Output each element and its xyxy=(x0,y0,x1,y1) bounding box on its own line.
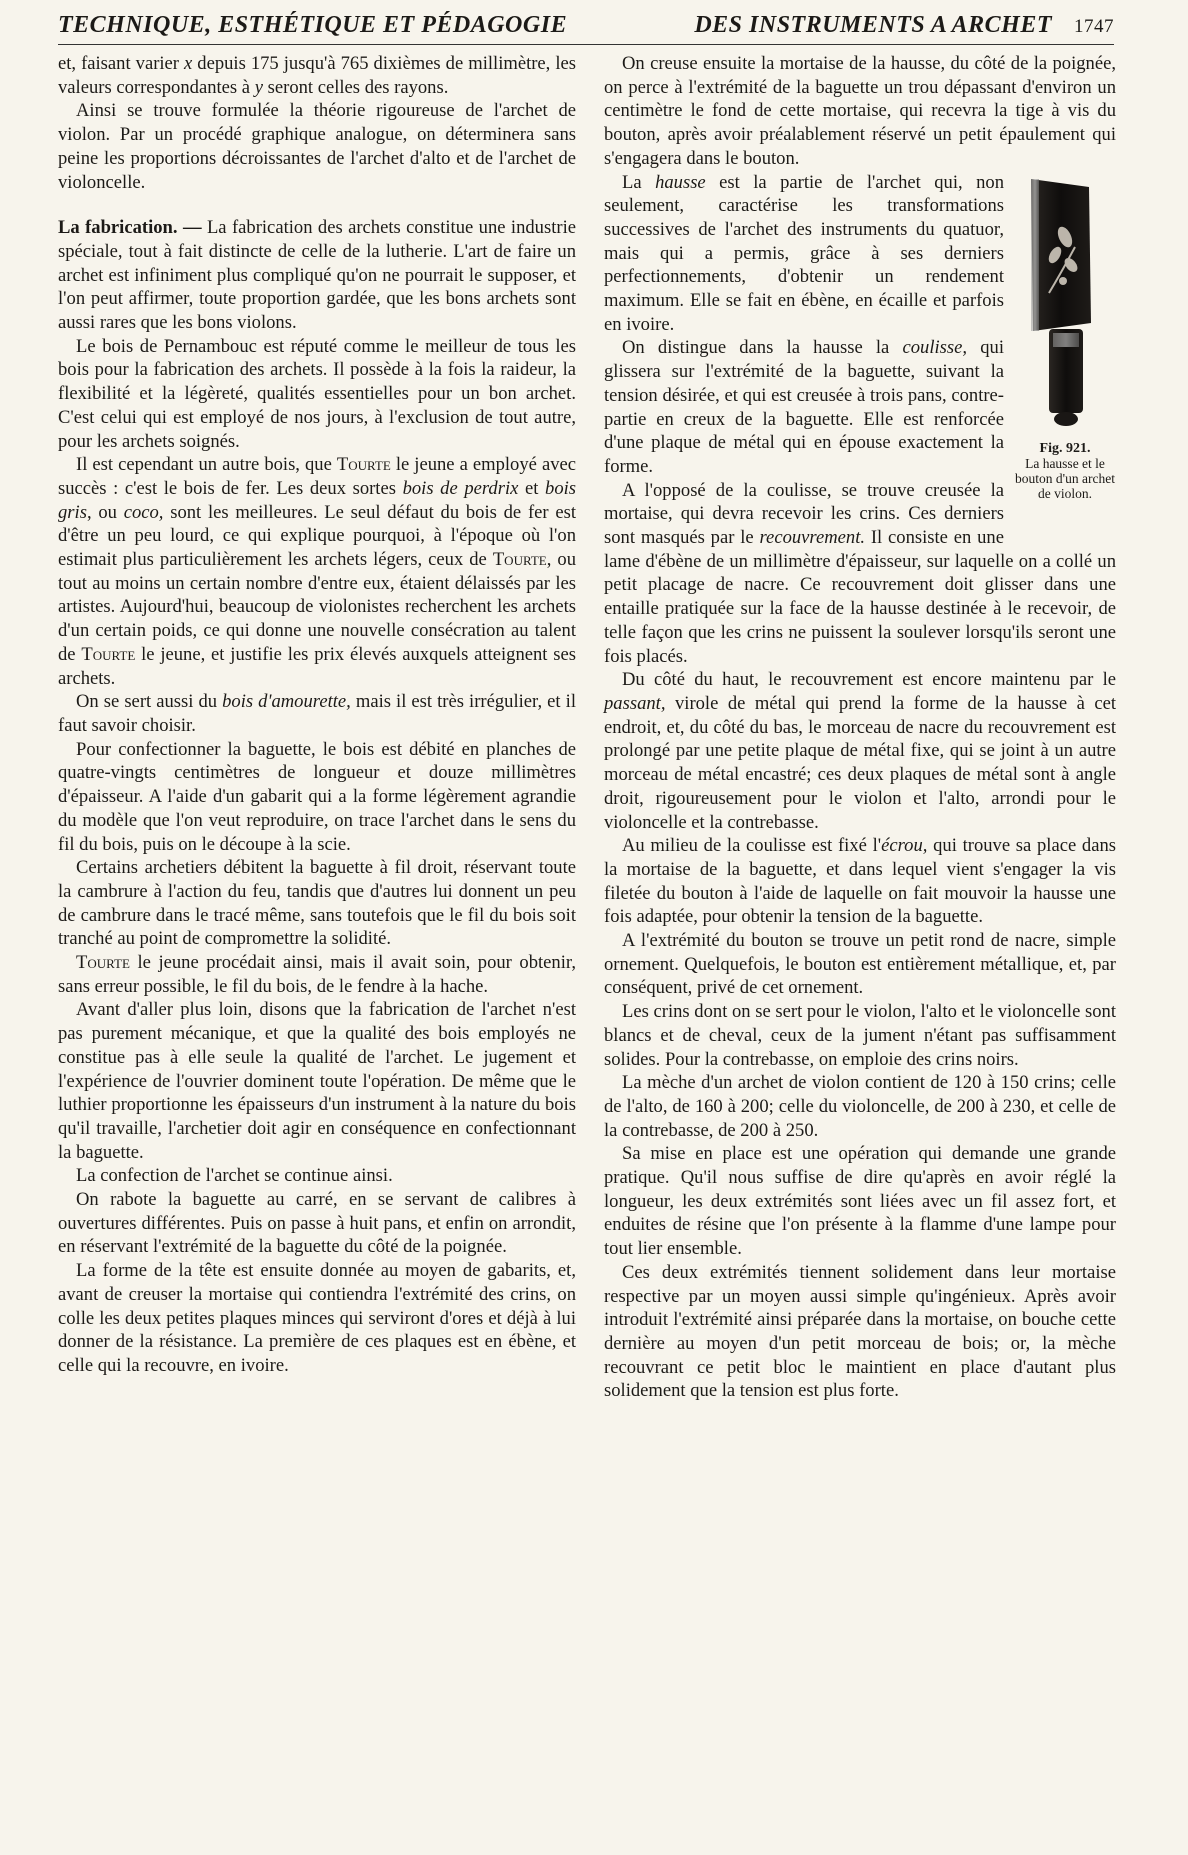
section-heading: La fabrication. — xyxy=(58,217,202,239)
section-paragraph: La fabrication. — La fabrication des archets constitue une industrie spéciale, tout à fait distincte de celle de la lutherie. L'art de faire un archet est infiniment plus compliqué qu'on ne pourrait le supposer, et l'on peut affirmer, toute proportion gardée, que les bons archets sont aussi rares que les bons violons. xyxy=(58,217,576,334)
header-right-title: DES INSTRUMENTS A ARCHET xyxy=(694,12,1052,38)
paragraph: Il est cependant un autre bois, que Tourte le jeune a employé avec succès : c'est le bois de fer. Les deux sortes bois de perdrix et bois gris, ou coco, sont les meilleures. Le seul défaut du bois de fer est d'être un peu lourd, ce qui explique pourquoi, à l'époque où l'on estimait plus particulièrement les archets légers, ceux de Tourte, ou tout au moins un certain nombre d'entre eux, étaient délaissés par les artistes. Aujourd'hui, beaucoup de violonistes recherchent les archets d'un certain poids, ce qui donne une nouvelle consécration au talent de Tourte le jeune, et justifie les prix élevés auxquels atteignent ses archets. xyxy=(58,454,577,689)
paragraph: Les crins dont on se sert pour le violon, l'alto et le violoncelle sont blancs et de cheval, ceux de la jument n'étant pas suffisamment solides. Pour la contrebasse, on emploie des crins noirs. xyxy=(604,1001,1116,1070)
paragraph: Certains archetiers débitent la baguette à fil droit, réservant toute la cambrure à l'action du feu, tandis que d'autres lui donnent un peu de cambrure dans le tracé même, sans toutefois que le fil du bois soit tranché au point de compromettre la solidité. xyxy=(58,857,576,950)
paragraph: La forme de la tête est ensuite donnée au moyen de gabarits, et, avant de creuser la mortaise qui contiendra l'extrémité des crins, on colle les deux petites plaques minces qui serviront d'ores et déjà à lui donner de la résistance. La première de ces plaques est en ébène, et celle qui la recouvre, en ivoire. xyxy=(58,1260,576,1376)
paragraph: Ainsi se trouve formulée la théorie rigoureuse de l'archet de violon. Par un procédé graphique analogue, on déterminera sans peine les proportions décroissantes de l'archet d'alto et de l'archet de violoncelle. xyxy=(58,100,576,193)
paragraph: Tourte le jeune procédait ainsi, mais il avait soin, pour obtenir, sans erreur possible, le fil du bois, de le fendre à la hache. xyxy=(58,952,576,997)
header-rule xyxy=(58,44,1114,45)
paragraph: Au milieu de la coulisse est fixé l'écrou, qui trouve sa place dans la mortaise de la baguette, et dans lequel vient s'engager la vis filetée du bouton à l'aide de laquelle on fait mouvoir la hausse une fois adaptée, pour obtenir la tension de la baguette. xyxy=(604,835,1116,928)
paragraph: La mèche d'un archet de violon contient de 120 à 150 crins; celle de l'alto, de 160 à 200; celle du violoncelle, de 200 à 230, et celle de la contrebasse, de 200 à 250. xyxy=(604,1072,1116,1141)
header-left-title: TECHNIQUE, ESTHÉTIQUE ET PÉDAGOGIE xyxy=(58,12,568,38)
paragraph: La confection de l'archet se continue ainsi. xyxy=(76,1165,393,1187)
running-header xyxy=(58,12,1114,42)
paragraph: et, faisant varier x depuis 175 jusqu'à 765 dixièmes de millimètre, les valeurs correspondantes à y seront celles des rayons. xyxy=(58,53,576,98)
paragraph: Du côté du haut, le recouvrement est encore maintenu par le passant, virole de métal qui prend la forme de la hausse à cet endroit, et, du côté du bas, le morceau de nacre du recouvrement est prolongé par une petite plaque de métal fixe, qui se joint à un autre morceau de métal encastré; ces deux plaques de métal sont à angle droit, rigoureusement pour le violon et l'alto, arrondi pour le violoncelle et la contrebasse. xyxy=(604,669,1116,833)
figure-caption xyxy=(1014,441,1116,501)
paragraph: Avant d'aller plus loin, disons que la fabrication de l'archet n'est pas purement mécanique, et que la qualité des bois employés ne constitue pas à elle seule la qualité de l'archet. Le jugement et l'expérience de l'ouvrier dominent toute l'opération. De même que le luthier proportionne les épaisseurs d'un instrument à la nature du bois qu'il travaille, l'archetier doit agir en conséquence en confectionnant la baguette. xyxy=(58,999,576,1163)
page-number: 1747 xyxy=(1074,16,1114,37)
figure-caption-text: La hausse et le bouton d'un archet de violon. xyxy=(1015,455,1115,501)
right-column xyxy=(604,52,1116,1403)
paragraph: On distingue dans la hausse la coulisse, qui glissera sur l'extrémité de la baguette, suivant la tension désirée, et qui est creusée à trois pans, contre-partie en creux de la baguette. Elle est renforcée d'une plaque de métal qui en épouse exactement la forme. xyxy=(604,337,1004,477)
figure-number: Fig. 921. xyxy=(1039,440,1091,456)
paragraph: Sa mise en place est une opération qui demande une grande pratique. Qu'il nous suffise de dire qu'après en avoir réglé la longueur, les deux extrémités sont liées avec un fil assez fort, et enduites de résine que l'on présente à la flamme d'une lampe pour tout lier ensemble. xyxy=(604,1143,1116,1260)
paragraph: La hausse est la partie de l'archet qui, non seulement, caractérise les transformations successives de l'archet des instruments du quatuor, mais qui a permis, grâce à ses derniers perfectionnements, d'obtenir un rendement maximum. Elle se fait en ébène, en écaille et parfois en ivoire. xyxy=(604,171,1004,335)
paragraph: On rabote la baguette au carré, en se servant de calibres à ouvertures différentes. Puis on passe à huit pans, et enfin on arrondit, en réservant l'extrémité de la baguette du côté de la poignée. xyxy=(58,1189,576,1258)
paragraph: A l'extrémité du bouton se trouve un petit rond de nacre, simple ornement. Quelquefois, le bouton est entièrement métallique, et, par conséquent, privé de cet ornement. xyxy=(604,930,1116,999)
figure-921 xyxy=(1014,173,1116,523)
paragraph: Le bois de Pernambouc est réputé comme le meilleur de tous les bois pour la fabrication des archets. Il possède à la fois la raideur, la flexibilité et la légèreté, qualités essentielles pour un bon archet. C'est celui qui est employé de nos jours, à l'exclusion de tout autre, pour les archets soignés. xyxy=(58,335,576,452)
paragraph: A l'opposé de la coulisse, se trouve creusée la mortaise, qui devra recevoir les crins. Ces derniers sont masqués par le recouvrement. Il consiste en une lame d'ébène de un millimètre d'épaisseur, sur laquelle on a collé un petit placage de nacre. Ce recouvrement doit glisser dans une entaille pratiquée sur la face de la hausse destinée à le recevoir, de telle façon que les crins ne puissent la soulever lorsqu'ils seront une fois placés. xyxy=(604,479,1116,667)
left-column xyxy=(58,52,576,1378)
frog-illustration xyxy=(1025,173,1105,435)
paragraph: Pour confectionner la baguette, le bois est débité en planches de quatre-vingts centimètres de longueur et douze millimètres d'épaisseur. A l'aide d'un gabarit qui a la forme légèrement agrandie du modèle que l'on veut reproduire, on trace l'archet dans le sens du fil du bois, puis on le découpe à la scie. xyxy=(58,738,576,855)
paragraph: Ces deux extrémités tiennent solidement dans leur mortaise respective par un moyen aussi simple qu'ingénieux. Après avoir introduit l'extrémité ainsi préparée dans la mortaise, on bouche cette dernière au moyen d'un petit morceau de bois; or, la mèche recouvrant ce petit bloc le maintient en place d'autant plus solidement que la tension est plus forte. xyxy=(604,1261,1116,1402)
paragraph: On creuse ensuite la mortaise de la hausse, du côté de la poignée, on perce à l'extrémité de la baguette un trou dépassant d'environ un centimètre le fond de cette mortaise, qui recevra la tige à vis du bouton, après avoir préalablement réservé un petit épaulement qui s'engagera dans le bouton. xyxy=(604,53,1116,169)
paragraph: On se sert aussi du bois d'amourette, mais il est très irrégulier, et il faut savoir choisir. xyxy=(58,691,576,736)
